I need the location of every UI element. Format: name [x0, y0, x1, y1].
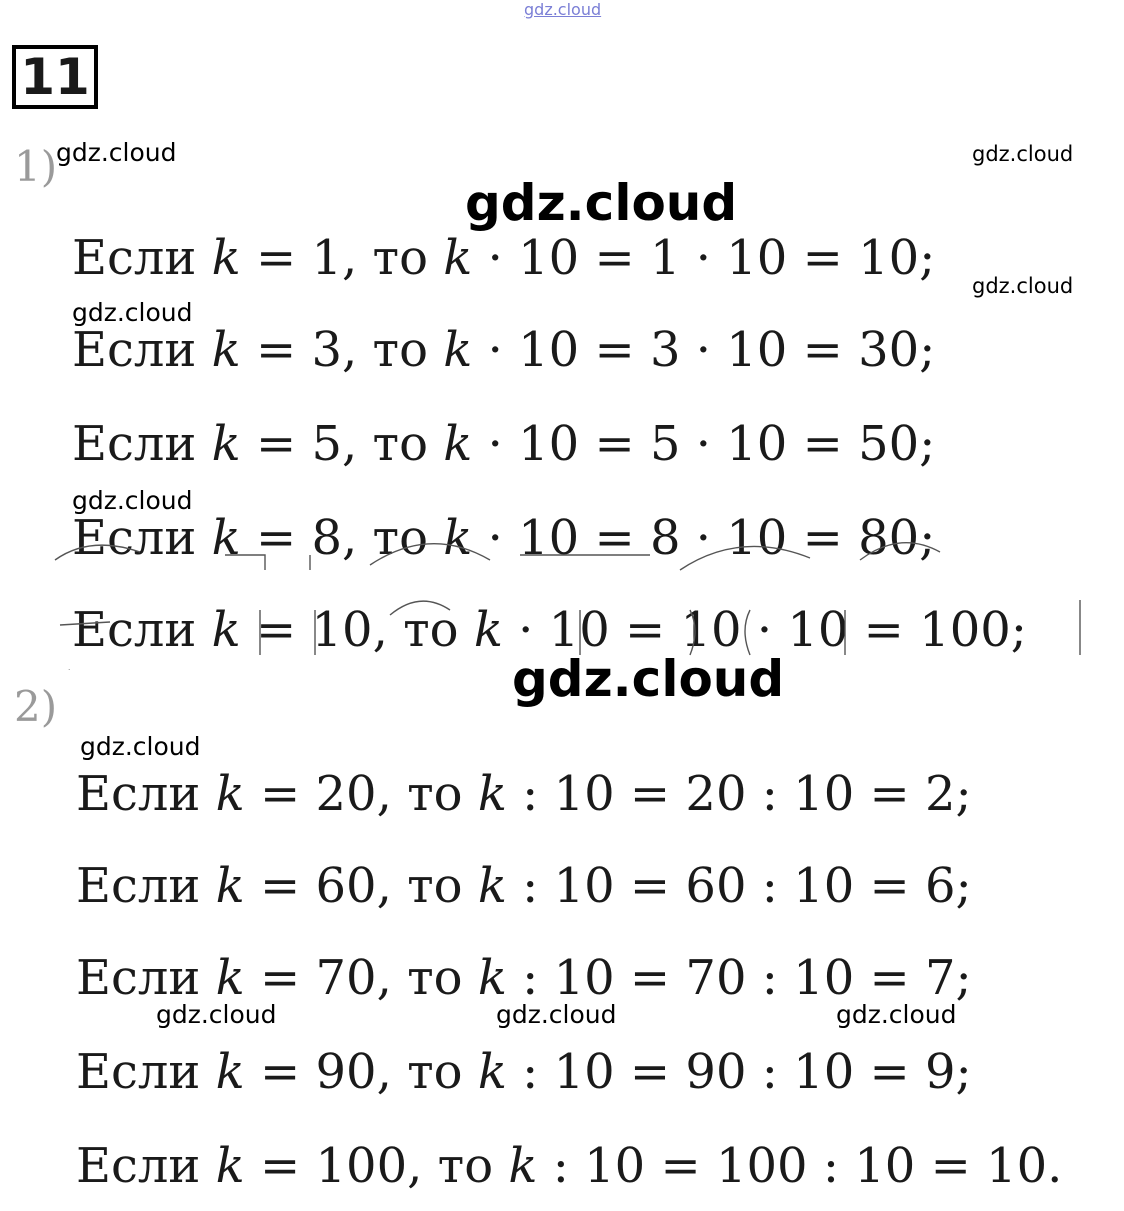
equation-line: Если k = 70, то k : 10 = 70 : 10 = 7; — [76, 950, 972, 1006]
watermark: gdz.cloud — [72, 298, 193, 327]
watermark: gdz.cloud — [836, 1000, 957, 1029]
task-number-box — [12, 45, 98, 109]
equation-line: Если k = 90, то k : 10 = 90 : 10 = 9; — [76, 1044, 972, 1100]
equation-line: Если k = 5, то k · 10 = 5 · 10 = 50; — [72, 416, 936, 472]
watermark: gdz.cloud — [972, 142, 1074, 166]
part-1-label: 1) — [14, 142, 58, 191]
watermark-large: gdz.cloud — [512, 650, 785, 708]
watermark: gdz.cloud — [80, 732, 201, 761]
equation-line: Если k = 10, то k · 10 = 10 · 10 = 100; — [72, 602, 1027, 658]
watermark: gdz.cloud — [972, 274, 1074, 298]
task-number: 11 — [20, 48, 90, 106]
watermark: gdz.cloud — [156, 1000, 277, 1029]
watermark: gdz.cloud — [56, 138, 177, 167]
equation-line: Если k = 60, то k : 10 = 60 : 10 = 6; — [76, 858, 972, 914]
watermark-top[interactable]: gdz.cloud — [524, 0, 602, 19]
equation-line: Если k = 20, то k : 10 = 20 : 10 = 2; — [76, 766, 972, 822]
watermark: gdz.cloud — [72, 486, 193, 515]
equation-line: Если k = 3, то k · 10 = 3 · 10 = 30; — [72, 322, 936, 378]
equation-line: Если k = 1, то k · 10 = 1 · 10 = 10; — [72, 230, 936, 286]
watermark-large: gdz.cloud — [465, 174, 738, 232]
equation-line: Если k = 8, то k · 10 = 8 · 10 = 80; — [72, 510, 936, 566]
part-2-label: 2) — [14, 682, 58, 731]
equation-line: Если k = 100, то k : 10 = 100 : 10 = 10. — [76, 1138, 1063, 1194]
watermark: gdz.cloud — [496, 1000, 617, 1029]
